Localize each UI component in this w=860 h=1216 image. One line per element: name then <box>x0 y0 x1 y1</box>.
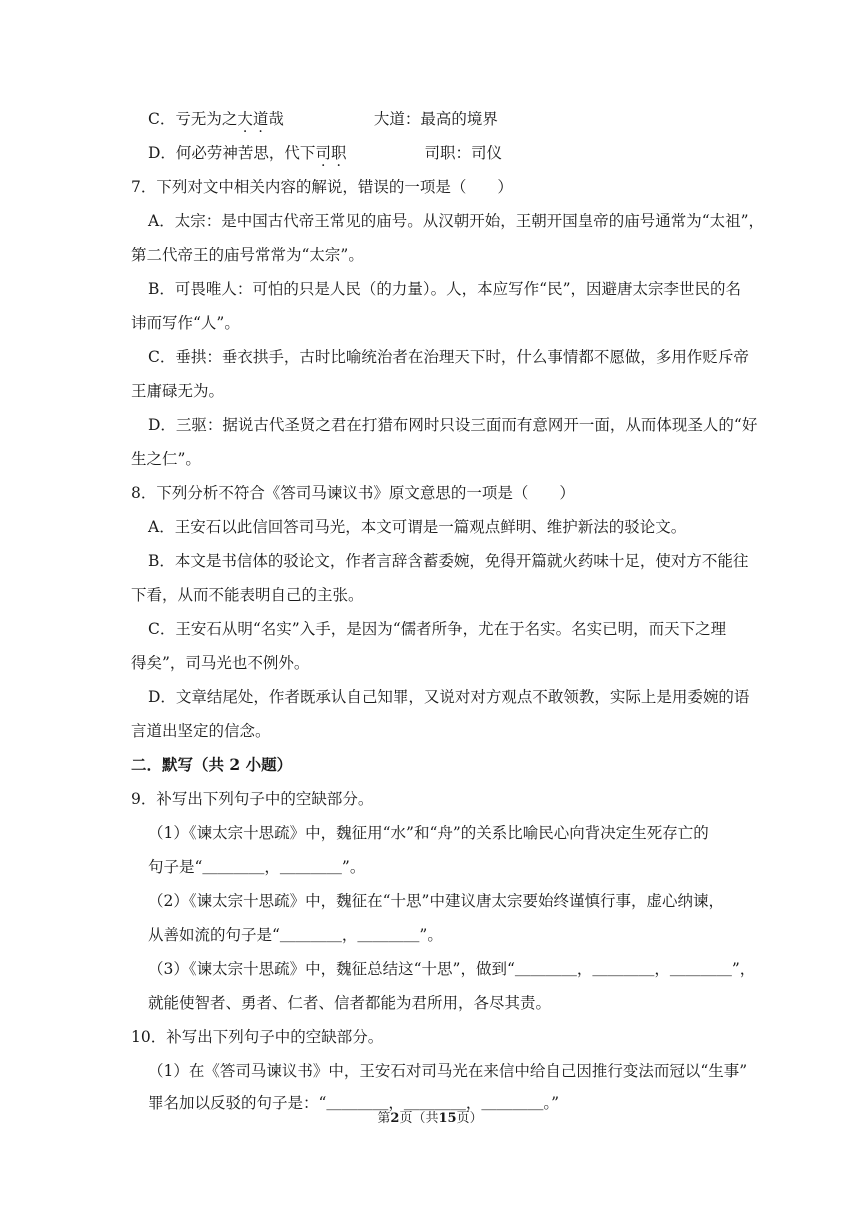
section-heading: 二．默写（共 2 小题） <box>131 755 293 774</box>
footer-text: 页） <box>456 1111 483 1126</box>
q7-stem: 7．下列对文中相关内容的解说，错误的一项是（ ） <box>131 178 513 196</box>
q8-option-d-line2: 言道出坚定的信念。 <box>131 722 271 740</box>
option-note: 大道：最高的境界 <box>373 110 498 128</box>
q9-part2-line2: 从善如流的句子是“＿＿＿＿，＿＿＿＿”。 <box>148 926 443 944</box>
q8-option-b-line1: B．本文是书信体的驳论文，作者言辞含蓄委婉，免得开篇就火药味十足，使对方不能往 <box>148 552 749 570</box>
page-total: 15 <box>438 1111 457 1126</box>
page-number: 2 <box>390 1111 400 1126</box>
emphasis-char: 大 <box>237 110 253 128</box>
q8-stem: 8．下列分析不符合《答司马谏议书》原文意思的一项是（ ） <box>131 484 575 502</box>
q7-option-c-line1: C．垂拱：垂衣拱手，古时比喻统治者在治理天下时，什么事情都不愿做，多用作贬斥帝 <box>148 348 749 366</box>
q9-stem: 9．补写出下列句子中的空缺部分。 <box>131 790 374 808</box>
q8-option-c-line1: C．王安石从明“名实”入手，是因为“儒者所争，尤在于名实。名实已明，而天下之理 <box>148 620 727 638</box>
emphasis-char: 职 <box>330 144 347 162</box>
q8-option-d-line1: D．文章结尾处，作者既承认自己知罪，又说对对方观点不敢领教，实际上是用委婉的语 <box>148 688 750 706</box>
q6-option-c <box>148 108 498 130</box>
option-text: 哉 <box>268 110 284 128</box>
q7-option-a-line1: A．太宗：是中国古代帝王常见的庙号。从汉朝开始，王朝开国皇帝的庙号通常为“太祖”， <box>148 212 765 230</box>
q10-stem: 10．补写出下列句子中的空缺部分。 <box>131 1028 384 1046</box>
option-text: D．何必劳神苦思，代下 <box>148 144 316 162</box>
footer-text: 第 <box>377 1111 391 1126</box>
q7-option-a-line2: 第二代帝王的庙号常常为“太宗”。 <box>131 246 364 264</box>
q10-part1-line1: （1）在《答司马谏议书》中，王安石对司马光在来信中给自己因推行变法而冠以“生事” <box>148 1062 748 1080</box>
q6-option-d <box>148 142 502 164</box>
option-note: 司职：司仪 <box>424 144 502 162</box>
q9-part1-line1: （1）《谏太宗十思疏》中，魏征用“水”和“舟”的关系比喻民心向背决定生死存亡的 <box>148 824 709 842</box>
page-footer <box>0 1110 860 1128</box>
q9-part2-line1: （2）《谏太宗十思疏》中，魏征在“十思”中建议唐太宗要始终谨慎行事，虚心纳谏， <box>148 892 724 910</box>
q7-option-c-line2: 王庸碌无为。 <box>131 382 225 400</box>
q9-part3-line1: （3）《谏太宗十思疏》中，魏征总结这“十思”，做到“＿＿＿＿，＿＿＿＿，＿＿＿＿”， <box>148 960 756 978</box>
emphasis-char: 道 <box>252 110 269 128</box>
q7-option-d-line2: 生之仁”。 <box>131 450 201 468</box>
q7-option-b-line1: B．可畏唯人：可怕的只是人民（的力量）。人，本应写作“民”，因避唐太宗李世民的名 <box>148 280 741 298</box>
q8-option-c-line2: 得矣”，司马光也不例外。 <box>131 654 310 672</box>
q7-option-d-line1: D．三驱：据说古代圣贤之君在打猎布网时只设三面而有意网开一面，从而体现圣人的“好 <box>148 416 758 434</box>
q8-option-b-line2: 下看，从而不能表明自己的主张。 <box>131 586 364 604</box>
footer-text: 页（共 <box>399 1111 439 1126</box>
q9-part3-line2: 就能使智者、勇者、仁者、信者都能为君所用，各尽其责。 <box>148 994 552 1012</box>
q8-option-a: A．王安石以此信回答司马光，本文可谓是一篇观点鲜明、维护新法的驳论文。 <box>148 518 687 536</box>
q7-option-b-line2: 讳而写作“人”。 <box>131 314 240 332</box>
q9-part1-line2: 句子是“＿＿＿＿，＿＿＿＿”。 <box>148 858 366 876</box>
option-text: C．亏无为之 <box>148 110 238 128</box>
emphasis-char: 司 <box>315 144 331 162</box>
q10-part1-line2: 罪名加以反驳的句子是：“＿＿＿＿，＿＿＿＿，＿＿＿＿。” <box>148 1094 560 1112</box>
